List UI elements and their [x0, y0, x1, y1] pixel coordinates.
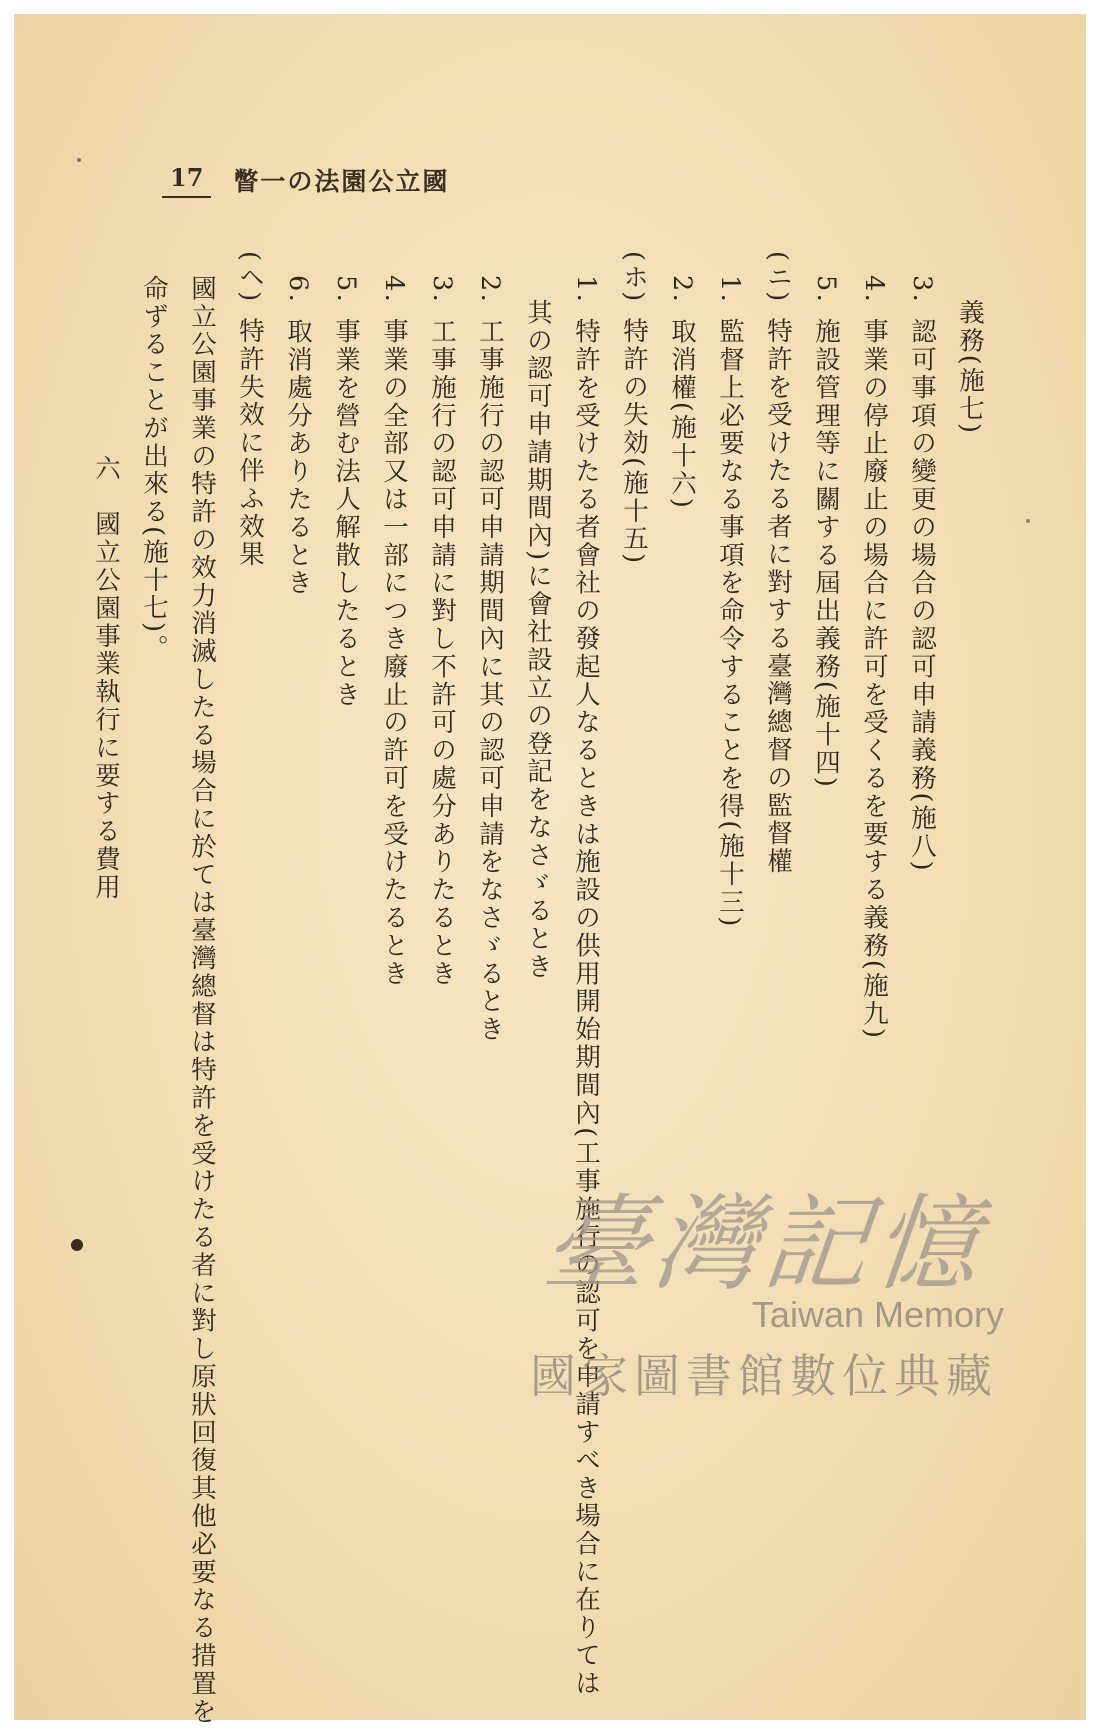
- column-text: 工事施行の認可申請期間內に其の認可申請をなさゞるとき: [475, 318, 505, 1044]
- column-text: 監督上必要なる事項を命令することを得(施十三): [715, 318, 745, 929]
- text-column: [324, 275, 368, 1639]
- column-text: 事業の全部又は一部につき廢止の許可を受けたるとき: [379, 318, 409, 988]
- column-text: 事業の停止廢止の場合に許可を受くるを要する義務(施九): [859, 318, 889, 1041]
- column-label: 3.: [427, 275, 457, 305]
- column-text: 特許の失効(施十五): [619, 317, 649, 566]
- text-column: [84, 455, 128, 1639]
- paper-spot: [1026, 519, 1030, 523]
- paper-spot: [71, 1239, 83, 1251]
- document-page: [14, 14, 1086, 1726]
- column-label: 2.: [667, 275, 697, 305]
- column-text: 取消權(施十六): [667, 318, 697, 511]
- text-column: [180, 275, 224, 1726]
- column-label: 4.: [379, 275, 409, 305]
- column-label: 2.: [475, 275, 505, 305]
- column-text: 命ずることが出來る(施十七)。: [139, 275, 169, 663]
- column-text: 其の認可申請期間內)に會社設立の登記をなさゞるとき: [523, 299, 553, 981]
- column-text: 事業を營む法人解散したるとき: [331, 318, 361, 709]
- column-text: 國立公園事業の特許の效力消滅したる場合に於ては臺灣總督は特許を受けたる者に對し原狀回復其他必要なる措置を: [187, 275, 217, 1726]
- watermark-english: Taiwan Memory: [751, 1294, 1004, 1335]
- column-text: 特許を受けたる者會社の發起人なるときは施設の供用開始期間內(工事施行の認可を申請すべき場合に在りては: [571, 318, 601, 1698]
- watermark-calligraphy: 臺灣記憶: [537, 1183, 991, 1305]
- watermark-chinese: 國家圖書館數位典藏: [530, 1349, 998, 1403]
- column-text: 特許を受けたる者に對する臺灣總督の監督權: [763, 317, 793, 876]
- column-label: 1.: [715, 275, 745, 305]
- column-text: 取消處分ありたるとき: [283, 318, 313, 598]
- column-text: 六 國立公園事業執行に要する費用: [91, 455, 121, 902]
- text-column: [132, 275, 176, 1639]
- column-text: 特許失效に伴ふ效果: [235, 317, 265, 569]
- text-column: [228, 251, 272, 1639]
- column-text: 施設管理等に關する屆出義務(施十四): [811, 318, 841, 790]
- page-title: 國立公園法の一瞥: [233, 167, 450, 196]
- column-label: 5.: [331, 275, 361, 305]
- column-text: 工事施行の認可申請に對し不許可の處分ありたるとき: [427, 318, 457, 988]
- text-column: [420, 275, 464, 1639]
- column-label: 3.: [907, 275, 937, 305]
- page-header: [162, 162, 449, 198]
- library-watermark: [484, 1184, 1044, 1484]
- column-label: (ニ): [763, 251, 793, 304]
- column-label: 1.: [571, 275, 601, 305]
- column-label: 4.: [859, 275, 889, 305]
- page-number: 17: [162, 163, 211, 198]
- column-label: (ホ): [619, 251, 649, 304]
- paper-spot: [77, 158, 81, 162]
- column-label: (ヘ): [235, 251, 265, 304]
- column-label: 5.: [811, 275, 841, 305]
- text-column: [276, 275, 320, 1639]
- column-text: 義務(施七): [955, 299, 985, 436]
- column-text: 認可事項の變更の場合の認可申請義務(施八): [907, 318, 937, 873]
- text-column: [372, 275, 416, 1639]
- column-label: 6.: [283, 275, 313, 305]
